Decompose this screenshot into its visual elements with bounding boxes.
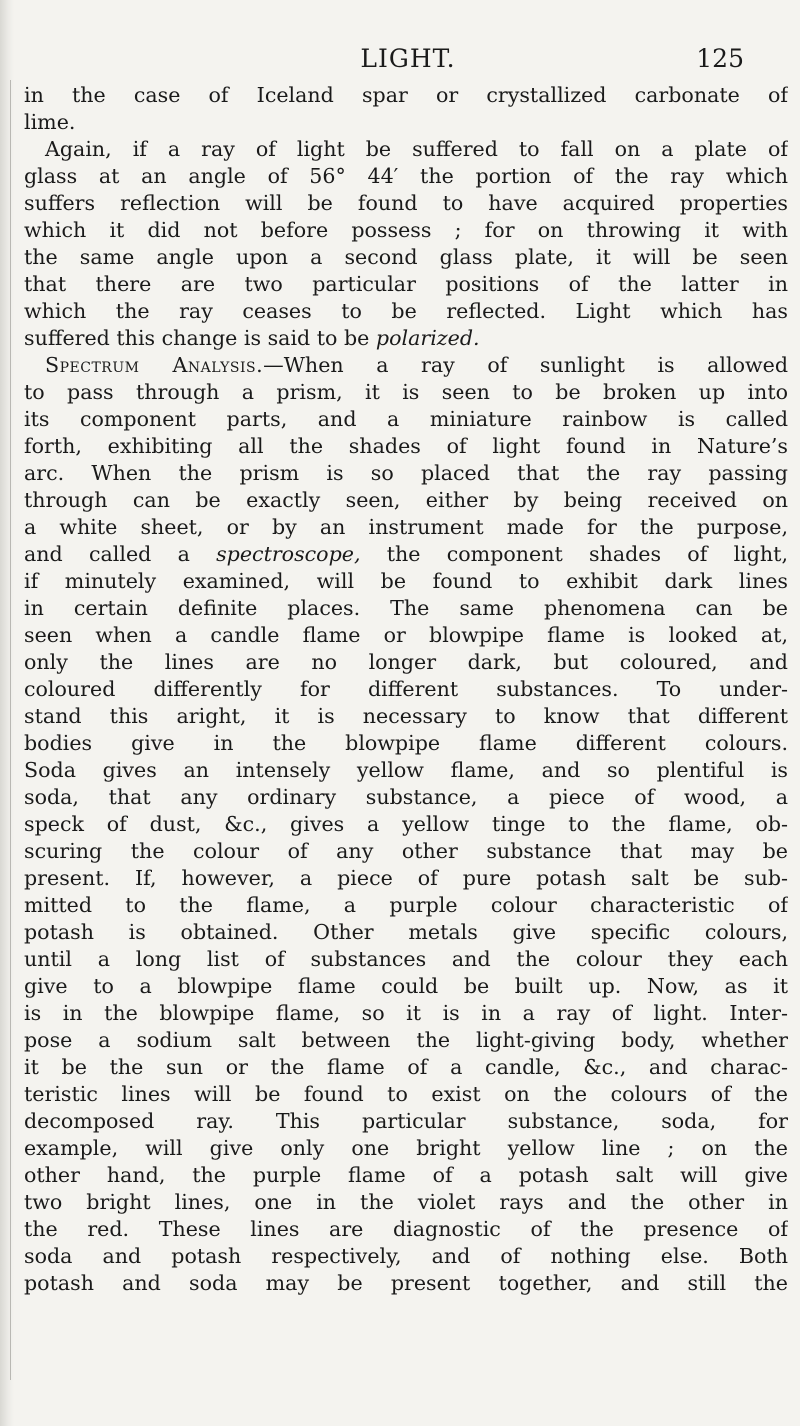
text-line: Soda gives an intensely yellow flame, and so plentiful is — [24, 758, 788, 782]
text-line: potash is obtained. Other metals give specific colours, — [24, 920, 788, 944]
text-line-segment: suffered this change is said to be — [24, 326, 370, 350]
text-line: suffers reflection will be found to have acquired properties — [24, 191, 788, 215]
text-line: scuring the colour of any other substance that may be — [24, 839, 788, 863]
text-line-segment: the component shades of light, — [386, 542, 788, 566]
text-line: coloured differently for different substances. To under- — [24, 677, 788, 701]
text-line: pose a sodium salt between the light-giving body, whether — [24, 1028, 788, 1052]
text-line: that there are two particular positions of the latter in — [24, 272, 788, 296]
text-line — [24, 352, 788, 379]
text-line: until a long list of substances and the colour they each — [24, 947, 788, 971]
text-line: stand this aright, it is necessary to know that different — [24, 704, 788, 728]
text-line: mitted to the flame, a purple colour characteristic of — [24, 893, 788, 917]
text-line: lime. — [24, 110, 76, 134]
text-line: in certain definite places. The same phenomena can be — [24, 596, 788, 620]
section-heading-spectrum-analysis: Spectrum Analysis. — [45, 353, 264, 377]
italic-term-spectroscope: spectroscope, — [216, 542, 361, 566]
text-line: it be the sun or the flame of a candle, &c., and charac- — [24, 1055, 788, 1079]
text-line: forth, exhibiting all the shades of light found in Nature’s — [24, 434, 788, 458]
text-line: in the case of Iceland spar or crystallized carbonate of — [24, 83, 788, 107]
text-line: to pass through a prism, it is seen to be broken up into — [24, 380, 788, 404]
text-line: which the ray ceases to be reflected. Light which has — [24, 299, 788, 323]
text-line: seen when a candle flame or blowpipe flame is looked at, — [24, 623, 788, 647]
text-line: if minutely examined, will be found to exhibit dark lines — [24, 569, 788, 593]
text-line: is in the blowpipe flame, so it is in a ray of light. Inter- — [24, 1001, 788, 1025]
text-line: two bright lines, one in the violet rays and the other in — [24, 1190, 788, 1214]
gutter-shadow-line — [10, 80, 11, 1380]
text-line: speck of dust, &c., gives a yellow tinge to the flame, ob- — [24, 812, 788, 836]
text-line — [24, 541, 788, 568]
text-line: arc. When the prism is so placed that the ray passing — [24, 461, 788, 485]
text-line: Again, if a ray of light be suffered to fall on a plate of — [45, 137, 788, 161]
text-line — [24, 325, 788, 352]
book-page — [24, 0, 792, 1426]
text-line: glass at an angle of 56° 44′ the portion of the ray which — [24, 164, 788, 188]
text-line-segment: —When a ray of sunlight is allowed — [263, 353, 788, 377]
text-line: through can be exactly seen, either by being received on — [24, 488, 788, 512]
text-line: potash and soda may be present together, and still the — [24, 1271, 788, 1295]
text-line: which it did not before possess ; for on throwing it with — [24, 218, 788, 242]
text-line: example, will give only one bright yellow line ; on the — [24, 1136, 788, 1160]
italic-term-polarized: polarized. — [375, 326, 480, 350]
page-number: 125 — [696, 44, 744, 73]
text-line: other hand, the purple flame of a potash salt will give — [24, 1163, 788, 1187]
binding-gutter — [0, 0, 14, 1426]
text-line: present. If, however, a piece of pure potash salt be sub- — [24, 866, 788, 890]
text-line: the same angle upon a second glass plate, it will be seen — [24, 245, 788, 269]
text-line: only the lines are no longer dark, but coloured, and — [24, 650, 788, 674]
text-line: teristic lines will be found to exist on the colours of the — [24, 1082, 788, 1106]
running-head — [24, 0, 792, 76]
text-line: soda, that any ordinary substance, a piece of wood, a — [24, 785, 788, 809]
text-line: give to a blowpipe flame could be built up. Now, as it — [24, 974, 788, 998]
text-line: bodies give in the blowpipe flame different colours. — [24, 731, 788, 755]
running-head-title: LIGHT. — [360, 44, 456, 73]
text-line: soda and potash respectively, and of nothing else. Both — [24, 1244, 788, 1268]
text-line: the red. These lines are diagnostic of the presence of — [24, 1217, 788, 1241]
text-line: decomposed ray. This particular substance, soda, for — [24, 1109, 788, 1133]
body-text — [24, 82, 788, 1297]
text-line: its component parts, and a miniature rainbow is called — [24, 407, 788, 431]
text-line: a white sheet, or by an instrument made for the purpose, — [24, 515, 788, 539]
text-line-segment: and called a — [24, 542, 190, 566]
